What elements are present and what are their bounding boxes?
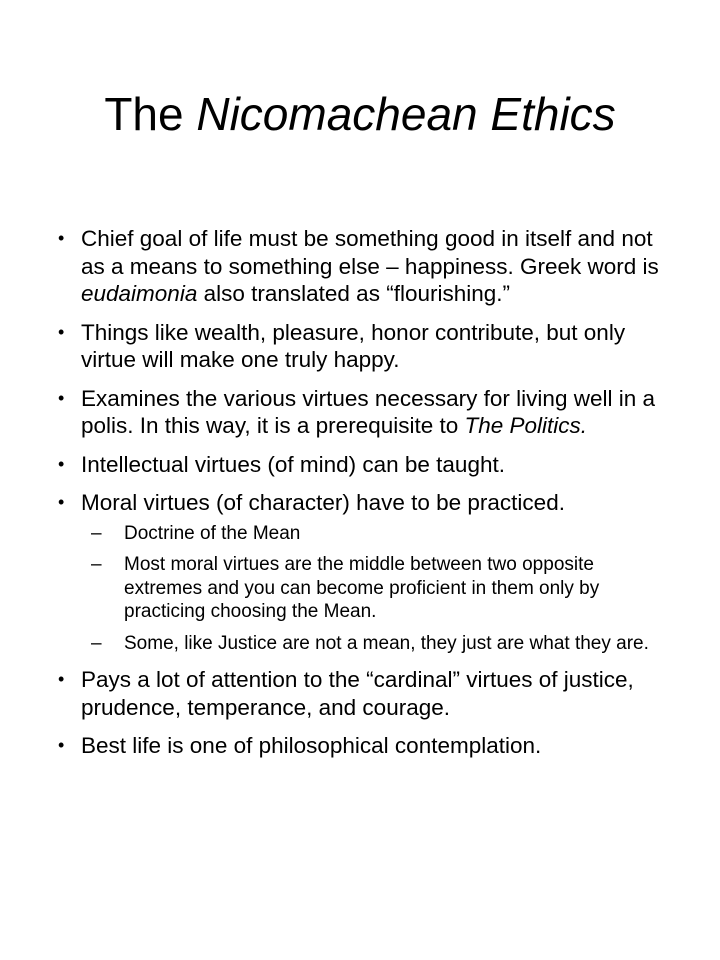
bullet-text: Intellectual virtues (of mind) can be taught. xyxy=(81,451,505,477)
bullet-glyph: • xyxy=(58,228,65,248)
bullet-text: Examines the various virtues necessary for living well in a polis. In this way, it is a prerequisite to xyxy=(81,385,655,438)
title-italic: Nicomachean Ethics xyxy=(196,88,616,140)
bullet-glyph: • xyxy=(58,321,65,342)
bullet-glyph: • xyxy=(58,735,65,755)
sub-bullet-item xyxy=(81,632,664,656)
sub-bullet-text: Most moral virtues are the middle between two opposite extremes and you can become proficient in them only by practicing choosing the Mean. xyxy=(124,554,600,622)
sub-bullet-list xyxy=(81,522,664,656)
bullet-item xyxy=(58,319,664,374)
bullet-item xyxy=(58,385,664,440)
sub-bullet-text: Some, like Justice are not a mean, they just are what they are. xyxy=(124,632,649,654)
bullet-item xyxy=(58,666,664,721)
bullet-italic-title: The Politics. xyxy=(464,413,588,438)
bullet-item xyxy=(58,732,664,760)
bullet-text: Pays a lot of attention to the “cardinal” virtues of justice, prudence, temperance, and courage. xyxy=(81,667,634,720)
bullet-glyph: • xyxy=(58,492,65,512)
bullet-glyph: • xyxy=(58,387,65,408)
bullet-item xyxy=(58,451,664,479)
sub-bullet-glyph: – xyxy=(91,632,102,654)
bullet-text: Moral virtues (of character) have to be practiced. xyxy=(81,490,565,515)
bullet-glyph: • xyxy=(58,453,65,474)
bullet-text: Chief goal of life must be something good in itself and not as a means to something else – happiness. Greek word is xyxy=(81,226,659,279)
bullet-text: Things like wealth, pleasure, honor contribute, but only virtue will make one truly happy. xyxy=(81,319,626,372)
bullet-italic-term: eudaimonia xyxy=(81,281,198,306)
slide-title xyxy=(0,86,720,142)
sub-bullet-item xyxy=(81,522,664,546)
bullet-list xyxy=(58,225,664,771)
bullet-text: also translated as “flourishing.” xyxy=(197,281,510,306)
bullet-glyph: • xyxy=(58,669,65,689)
bullet-item xyxy=(58,489,664,655)
sub-bullet-glyph: – xyxy=(91,554,102,575)
sub-bullet-item xyxy=(81,553,664,624)
bullet-text: Best life is one of philosophical contemplation. xyxy=(81,733,542,758)
title-plain: The xyxy=(104,88,197,140)
sub-bullet-text: Doctrine of the Mean xyxy=(124,522,301,544)
bullet-item xyxy=(58,225,664,308)
sub-bullet-glyph: – xyxy=(91,522,102,544)
